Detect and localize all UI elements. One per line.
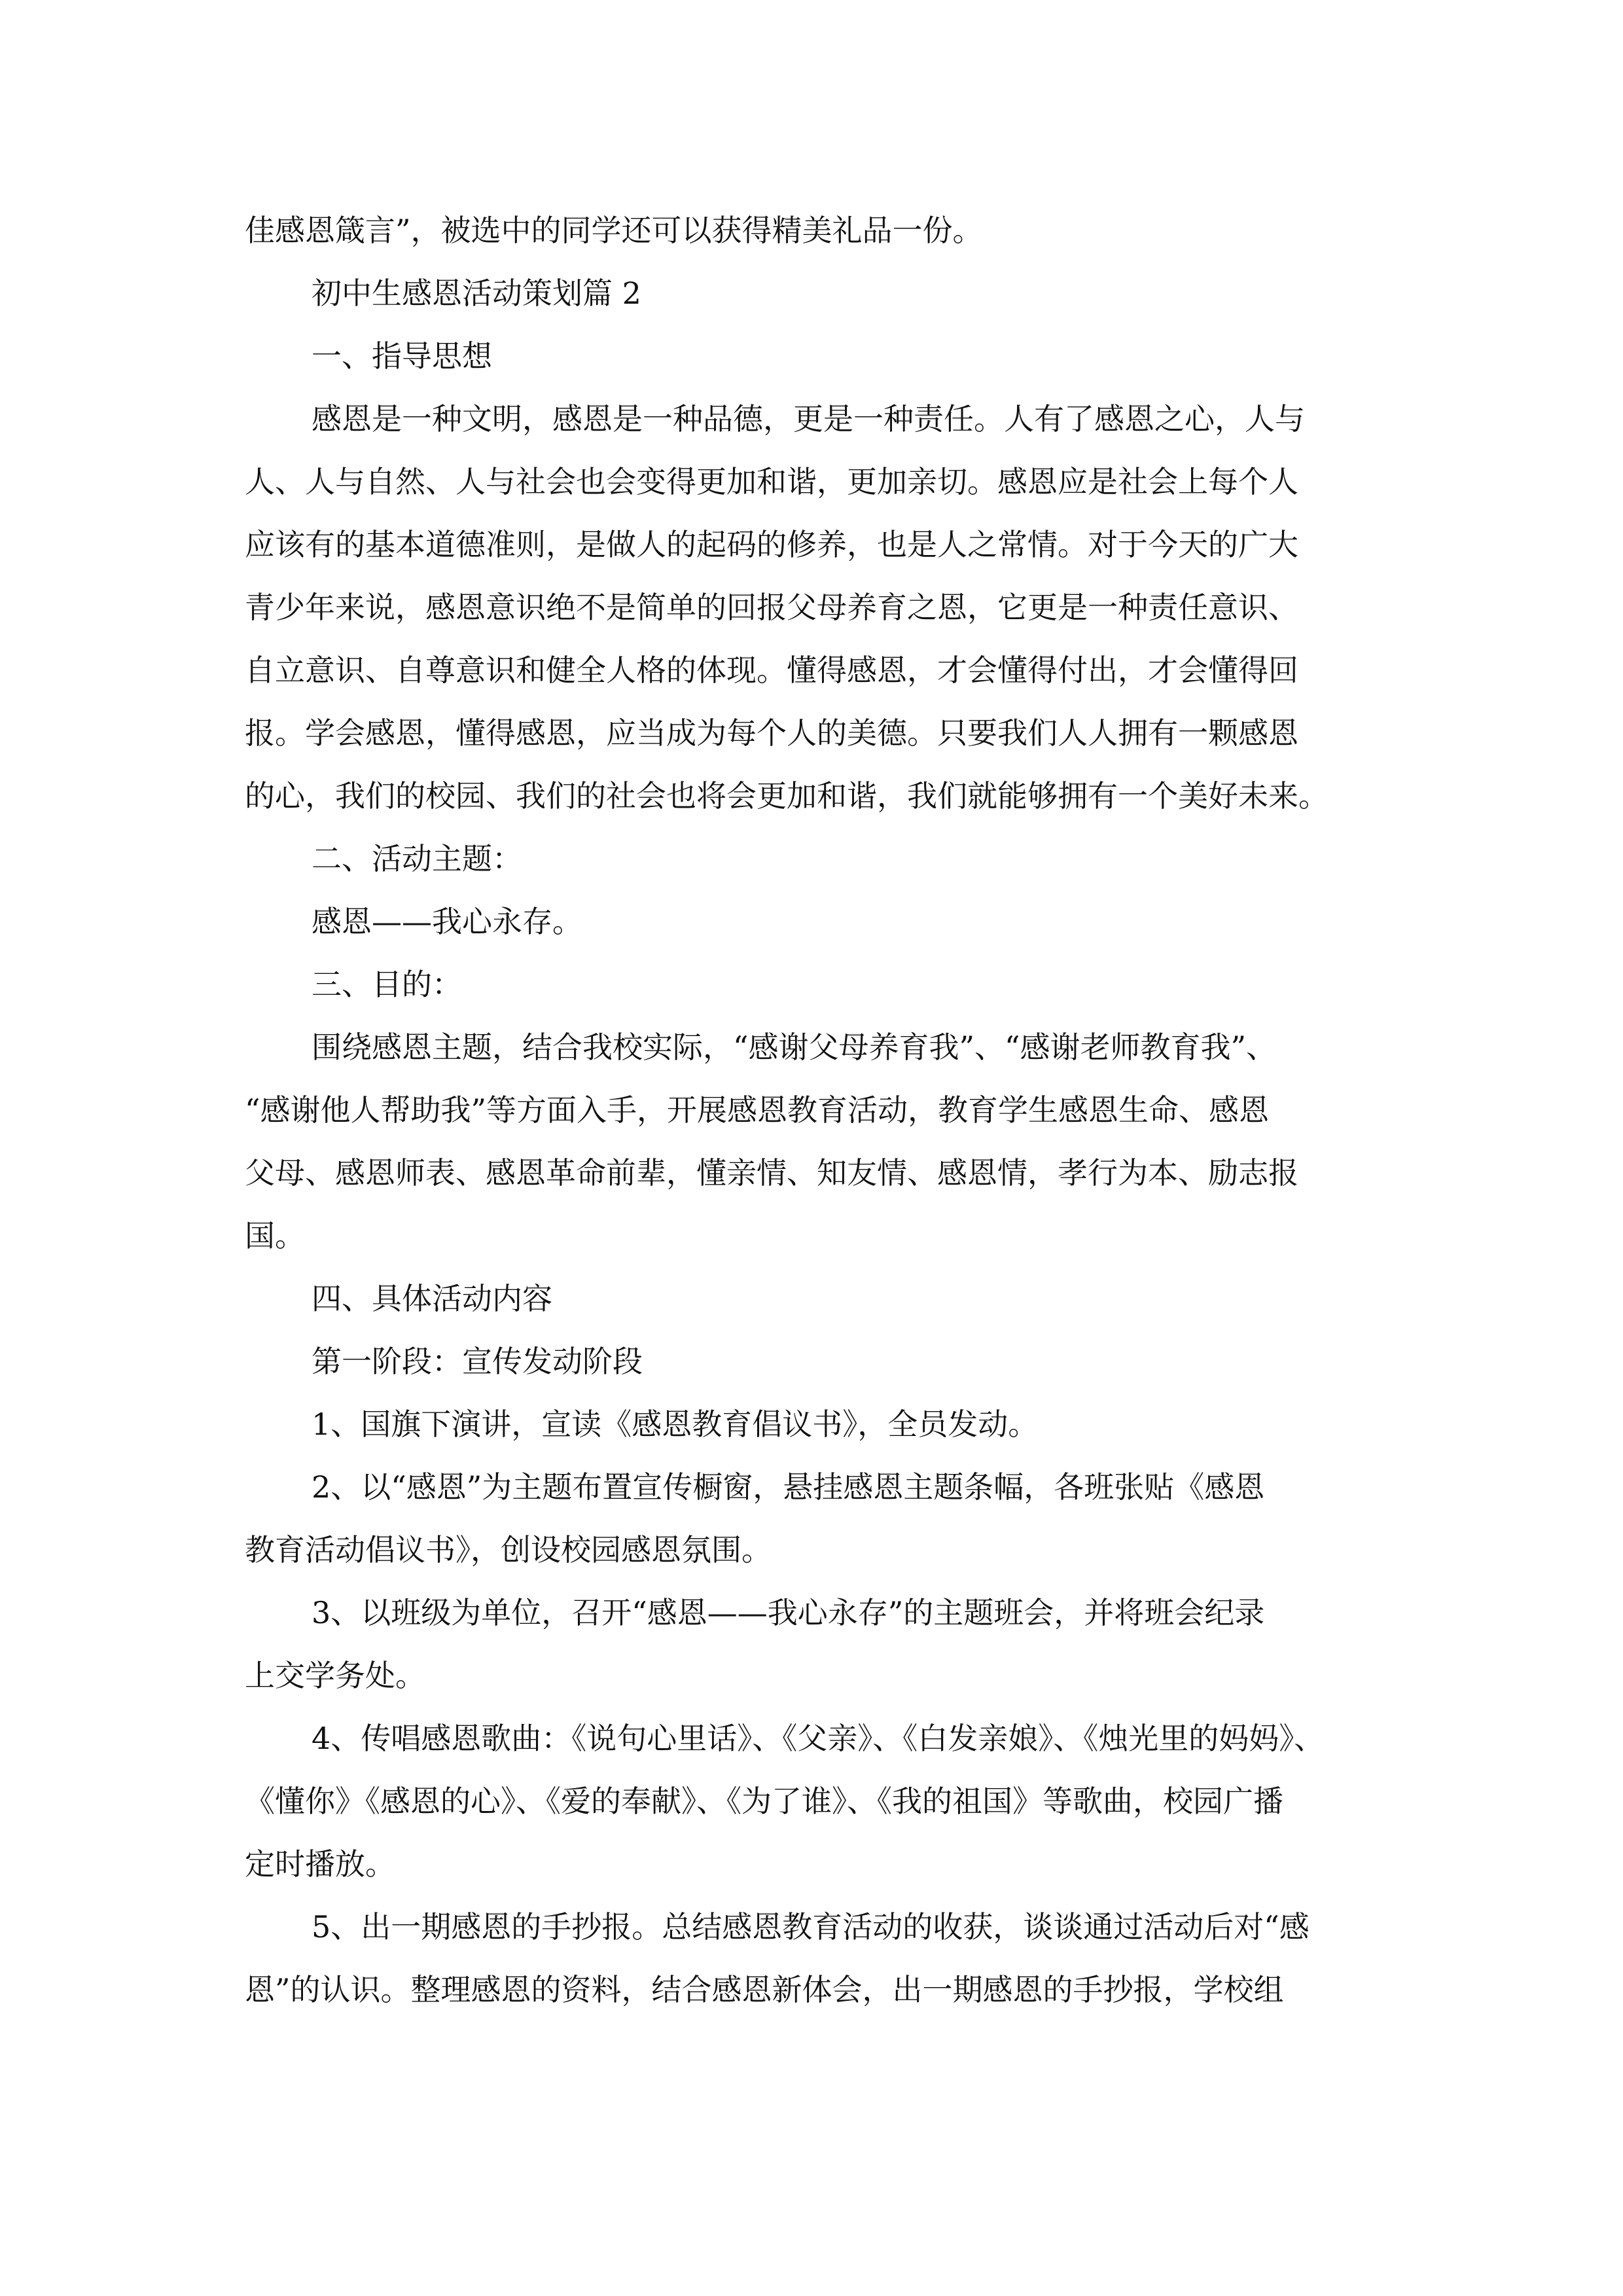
subheading: 第一阶段：宣传发动阶段 <box>312 1344 643 1379</box>
paragraph-line: 佳感恩箴言”，被选中的同学还可以获得精美礼品一份。 <box>245 213 983 248</box>
paragraph-line: 上交学务处。 <box>245 1658 425 1693</box>
paragraph-line: 教育活动倡议书》，创设校园感恩氛围。 <box>245 1532 772 1568</box>
paragraph-line: 自立意识、自尊意识和健全人格的体现。懂得感恩，才会懂得付出，才会懂得回 <box>245 653 1298 688</box>
list-item: 4、传唱感恩歌曲：《说句心里话》、《父亲》、《白发亲娘》、《烛光里的妈妈》、 <box>312 1721 1325 1756</box>
section-title: 初中生感恩活动策划篇 2 <box>312 276 641 311</box>
paragraph-line: 围绕感恩主题，结合我校实际，“感谢父母养育我”、“感谢老师教育我”、 <box>312 1030 1277 1065</box>
heading: 二、活动主题： <box>312 841 522 876</box>
paragraph-line: 应该有的基本道德准则，是做人的起码的修养，也是人之常情。对于今天的广大 <box>245 527 1298 562</box>
paragraph-line: 感恩是一种文明，感恩是一种品德，更是一种责任。人有了感恩之心，人与 <box>312 401 1305 437</box>
paragraph-line: 定时播放。 <box>245 1846 395 1882</box>
paragraph-line: 恩”的认识。整理感恩的资料，结合感恩新体会，出一期感恩的手抄报，学校组 <box>245 1972 1284 2007</box>
paragraph-line: 国。 <box>245 1218 305 1253</box>
paragraph-line: 的心，我们的校园、我们的社会也将会更加和谐，我们就能够拥有一个美好未来。 <box>245 778 1329 814</box>
paragraph-line: “感谢他人帮助我”等方面入手，开展感恩教育活动，教育学生感恩生命、感恩 <box>245 1092 1270 1128</box>
list-item: 5、出一期感恩的手抄报。总结感恩教育活动的收获，谈谈通过活动后对“感 <box>312 1909 1310 1945</box>
list-item: 3、以班级为单位，召开“感恩——我心永存”的主题班会，并将班会纪录 <box>312 1595 1265 1630</box>
paragraph-line: 感恩——我心永存。 <box>312 904 582 939</box>
paragraph-line: 父母、感恩师表、感恩革命前辈，懂亲情、知友情、感恩情，孝行为本、励志报 <box>245 1155 1298 1191</box>
list-item: 1、国旗下演讲，宣读《感恩教育倡议书》，全员发动。 <box>312 1407 1039 1442</box>
list-item: 2、以“感恩”为主题布置宣传橱窗，悬挂感恩主题条幅，各班张贴《感恩 <box>312 1469 1265 1505</box>
paragraph-line: 《懂你》《感恩的心》、《爱的奉献》、《为了谁》、《我的祖国》等歌曲，校园广播 <box>245 1784 1283 1819</box>
heading: 一、指导思想 <box>312 338 492 374</box>
paragraph-line: 青少年来说，感恩意识绝不是简单的回报父母养育之恩，它更是一种责任意识、 <box>245 590 1298 625</box>
paragraph-line: 报。学会感恩，懂得感恩，应当成为每个人的美德。只要我们人人拥有一颗感恩 <box>245 715 1298 751</box>
paragraph-line: 人、人与自然、人与社会也会变得更加和谐，更加亲切。感恩应是社会上每个人 <box>245 464 1298 499</box>
heading: 三、目的： <box>312 967 462 1002</box>
heading: 四、具体活动内容 <box>312 1281 552 1316</box>
